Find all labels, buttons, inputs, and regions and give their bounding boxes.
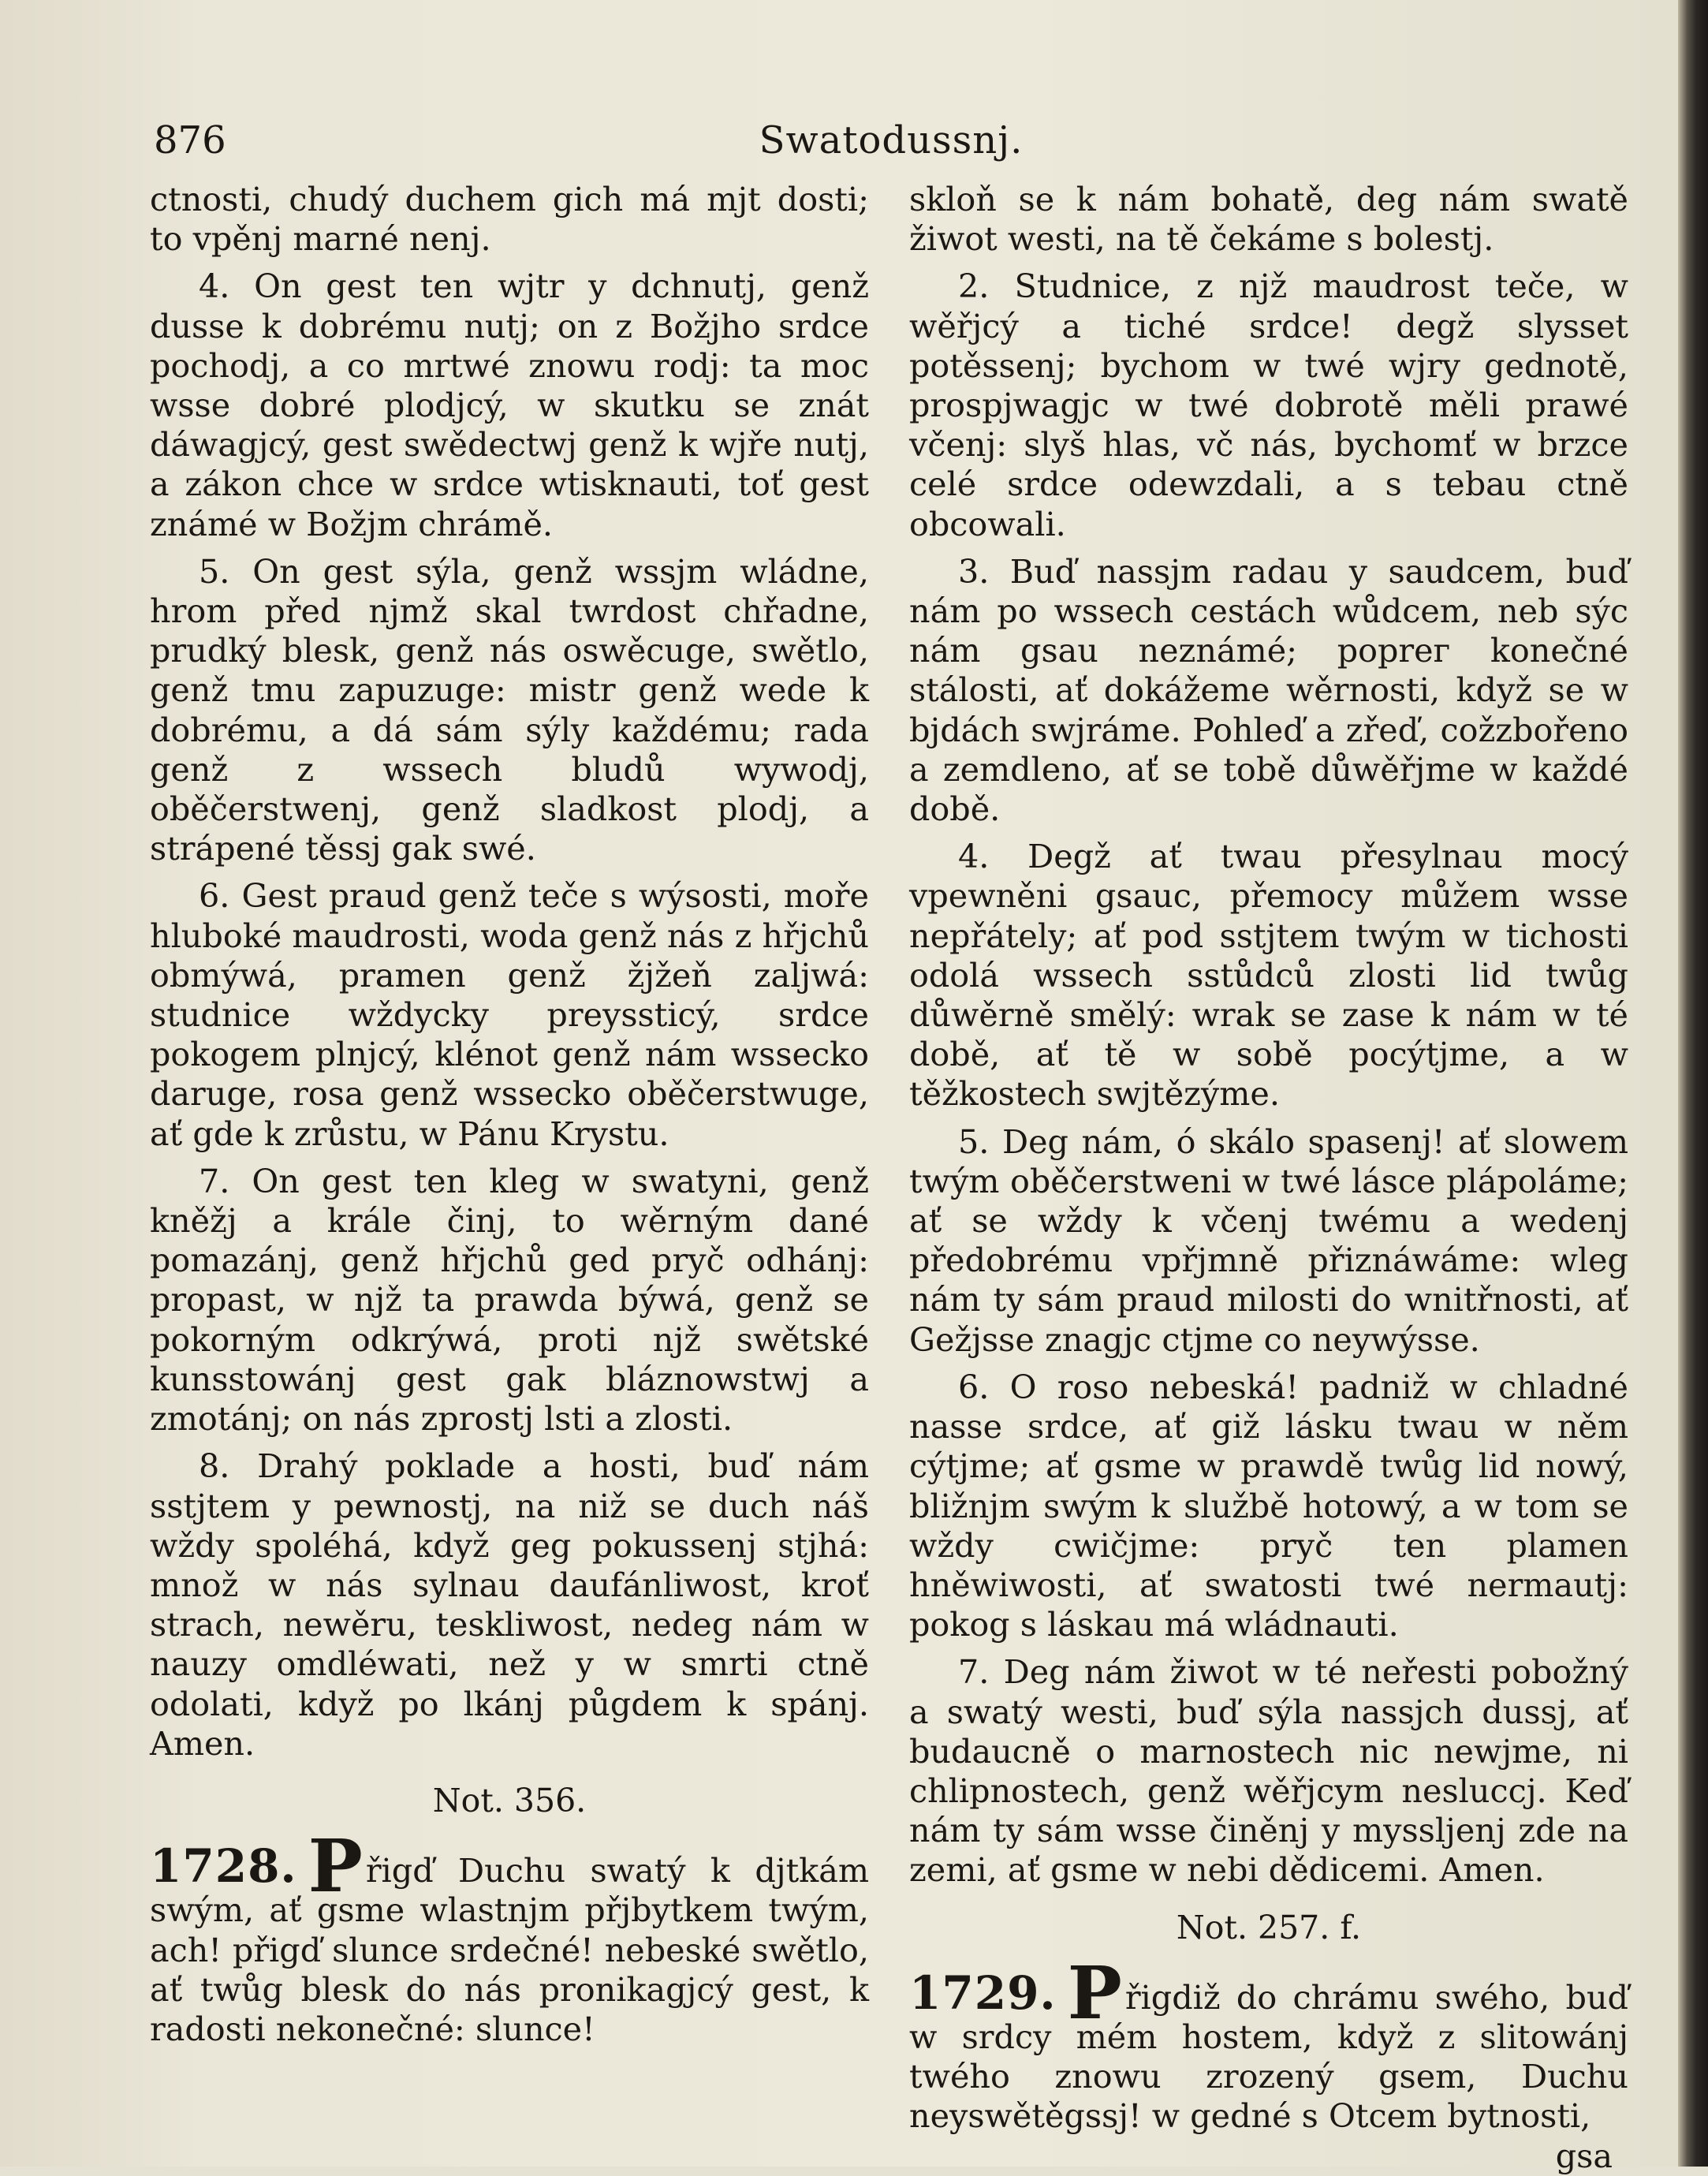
drop-cap: P xyxy=(1067,1950,1122,2036)
verse-5: 5. Deg nám, ó skálo spasenj! ať slowem twým oběčerstweni w twé lásce plápoláme; ať se wždy k včenj twému a wedenj předobrému vpřjmně přiznáwáme: wleg nám ty sám praud milosti do wnitřnosti, ať Gežjsse znagjc ctjme co neywýsse. xyxy=(909,1122,1628,1359)
verse-continuation: ctnosti, chudý duchem gich má mjt dosti; to vpěnj marné nenj. xyxy=(150,181,869,259)
hymn-number: 1729. xyxy=(909,1965,1057,2020)
verse-6: 6. O roso nebeská! padniž w chladné nasse srdce, ať giž lásku twau w něm cýtjme; ať gsme w prawdě twůg lid nowý, bližnjm swým k službě hotowý, a w tom se wždy cwičjme: pryč ten plamen hněwiwosti, ať swatosti twé nermautj: pokog s láskau má wládnauti. xyxy=(909,1368,1628,1644)
right-column xyxy=(909,180,1628,2176)
page-number: 876 xyxy=(154,118,226,162)
catchword: gsa xyxy=(1555,2137,1613,2175)
hymn-text: řigď Duchu swatý k djtkám swým, ať gsme wlastnjm přjbytkem twým, ach! přigď slunce srdečné! nebeské swětlo, ať twůg blesk do nás pronikagjcý gest, k radosti nekonečné: slunce! xyxy=(150,1852,869,2048)
verse-6: 6. Gest praud genž teče s wýsosti, moře hluboké maudrosti, woda genž nás z hřjchů obmýwá, pramen genž žjžeň zaljwá: studnice wždycky preyssticý, srdce pokogem plnjcý, klénot genž nám wssecko daruge, rosa genž wssecko oběčerstwuge, ať gde k zrůstu, w Pánu Krystu. xyxy=(150,877,869,1153)
verse-4: 4. On gest ten wjtr y dchnutj, genž dusse k dobrému nutj; on z Božjho srdce pochodj, a co mrtwé znowu rodj: ta moc wsse dobré plodjcý, w skutku se znát dáwagjcý, gest swědectwj genž k wjře nutj, a zákon chce w srdce wtisknauti, toť gest známé w Božjm chrámě. xyxy=(150,267,869,543)
hymn-1728-start xyxy=(150,1823,869,2049)
verse-3: 3. Buď nassjm radau y saudcem, buď nám po wssech cestách wůdcem, neb sýc nám gsau neznámé; poprег konečné stálosti, ať dokážeme wěrnosti, když se w bjdách swjráme. Pohleď a zřeď, cožzbořeno a zemdleno, ať se tobě důwěřjme w každé době. xyxy=(909,552,1628,829)
left-column xyxy=(150,180,869,2049)
running-title: Swatodussnj. xyxy=(759,118,1024,162)
verse-8: 8. Drahý poklade a hosti, buď nám sstjtem y pewnostj, na niž se duch náš wždy spoléhá, když geg pokussenj stjhá: množ w nás sylnau daufánliwost, kroť strach, newěru, teskliwost, nedeg nám w nauzy omdléwati, než y w smrti ctně odolati, když po lkánj půgdem k spánj. Amen. xyxy=(150,1447,869,1763)
verse-7: 7. Deg nám žiwot w té neřesti pobožný a swatý westi, buď sýla nassjch dussj, ať budaucně o marnostech nic newjme, ni chlipnostech, genž wěřjcym nesluссj. Keď nám ty sám wsse činěnj y myssljenj zde na zemi, ať gsme w nebi dědicemi. Amen. xyxy=(909,1653,1628,1890)
drop-cap: P xyxy=(308,1823,363,1909)
verse-continuation: skloň se k nám bohatě, deg nám swatě žiwot westi, na tě čekáme s bolestj. xyxy=(909,181,1628,259)
melody-reference: Not. 257. f. xyxy=(1176,1908,1362,1946)
binding-edge xyxy=(1678,0,1708,2167)
hymn-text: řigdiž do chrámu swého, buď w srdcy mém hostem, když z slitowánj twého znowu zrozený gsem, Duchu neyswětěgssj! w gedné s Otcem bytnosti, xyxy=(909,1978,1628,2136)
hymn-1729-start xyxy=(909,1950,1628,2137)
verse-5: 5. On gest sýla, genž wssjm wládne, hrom před njmž skal twrdost chřadne, prudký blesk, genž nás oswěcuge, swětlo, genž tmu zapuzuge: mistr genž wede k dobrému, a dá sám sýly každému; rada genž z wssech bludů wywodj, oběčerstwenj, genž sladkost plodj, a strápené těssj gak swé. xyxy=(150,552,869,868)
verse-4: 4. Degž ať twau přesylnau mocý vpewněni gsauc, přemocy můžem wsse nepřátely; ať pod sstjtem twým w tichosti odolá wssech sstůdců zlosti lid twůg důwěrně smělý: wrak se zase k nám w té době, ať tě w sobě pocýtjme, a w těžkostech swjtězýme. xyxy=(909,838,1628,1114)
hymn-number: 1728. xyxy=(150,1839,297,1894)
melody-reference: Not. 356. xyxy=(432,1781,587,1820)
verse-2: 2. Studnice, z njž maudrost teče, w wěřjcý a tiché srdce! degž slysset potěssenj; bychom w twé wjry gednotě, prospjwagjc w twé dobrotě měli prawé včenj: slyš hlas, vč nás, bychomť w brzce celé srdce odewzdali, a s tebau ctně obcowali. xyxy=(909,267,1628,543)
verse-7: 7. On gest ten kleg w swatyni, genž kněžj a krále činj, to wěrným dané pomazánj, genž hřjchů ged pryč odhánj: propast, w njž ta prawda býwá, genž se pokorným odkrýwá, proti njž swětské kunsstowánj gest gak bláznowstwj a zmotánj; on nás zprostj lsti a zlosti. xyxy=(150,1162,869,1439)
page-header xyxy=(154,118,1628,174)
